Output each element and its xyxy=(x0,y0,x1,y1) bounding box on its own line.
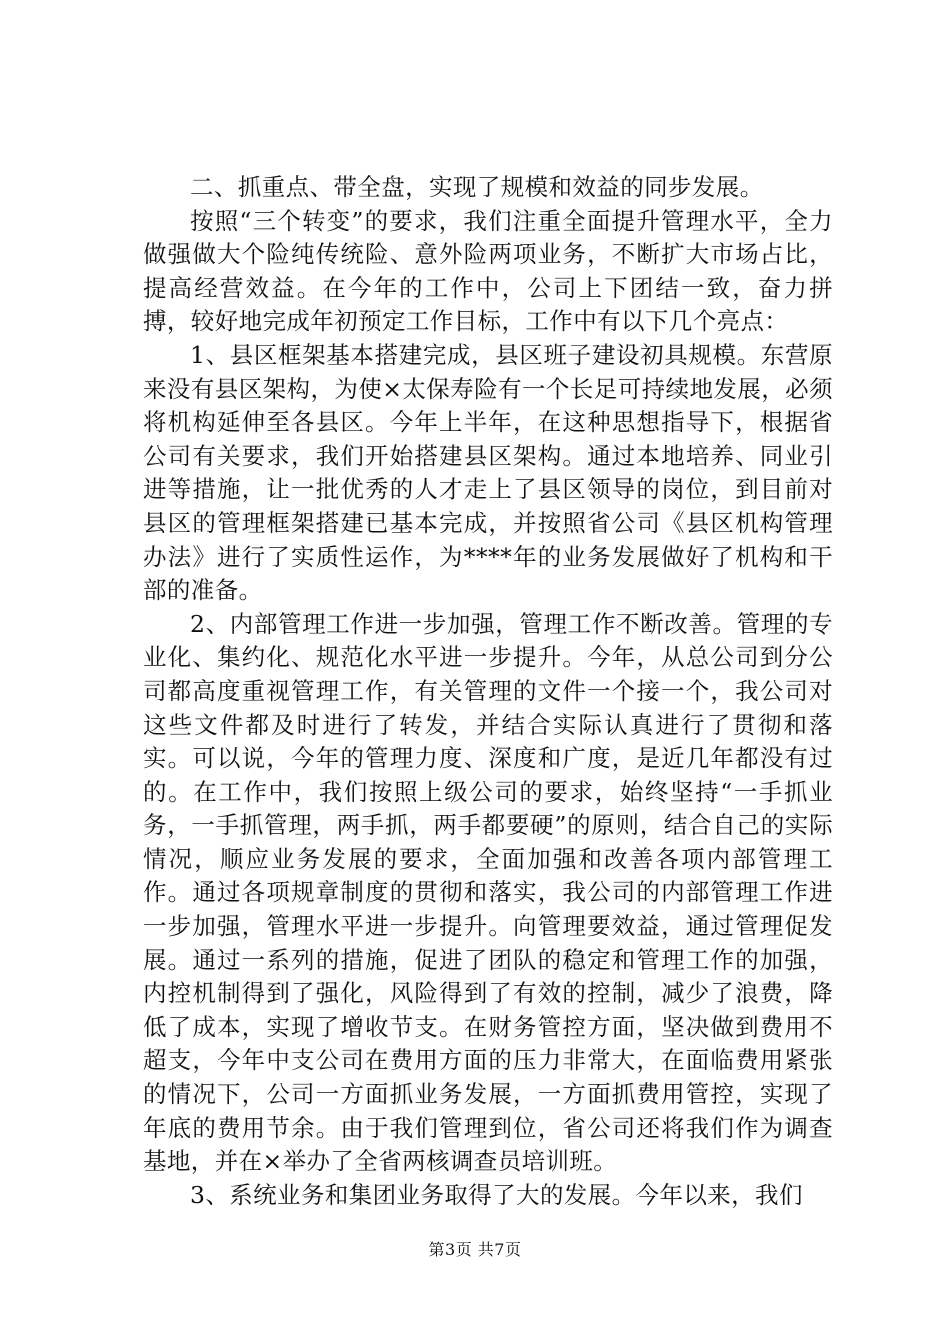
intro-paragraph: 按照“三个转变”的要求，我们注重全面提升管理水平，全力做强做大个险纯传统险、意外险两项业务，不断扩大市场占比，提高经营效益。在今年的工作中，公司上下团结一致，奋力拼搏，较好地完成年初预定工作目标，工作中有以下几个亮点： xyxy=(143,206,833,336)
section-heading-paragraph: 二、抓重点、带全盘，实现了规模和效益的同步发展。 xyxy=(190,173,764,201)
point-1-paragraph: 1、县区框架基本搭建完成，县区班子建设初具规模。东营原来没有县区架构，为使×太保寿险有一个长足可持续地发展，必须将机构延伸至各县区。今年上半年，在这种思想指导下，根据省公司有关要求，我们开始搭建县区架构。通过本地培养、同业引进等措施，让一批优秀的人才走上了县区领导的岗位，到目前对县区的管理框架搭建已基本完成，并按照省公司《县区机构管理办法》进行了实质性运作，为****年的业务发展做好了机构和干部的准备。 xyxy=(143,340,833,605)
point-2-paragraph: 2、内部管理工作进一步加强，管理工作不断改善。管理的专业化、集约化、规范化水平进一步提升。今年，从总公司到分公司都高度重视管理工作，有关管理的文件一个接一个，我公司对这些文件都及时进行了转发，并结合实际认真进行了贯彻和落实。可以说，今年的管理力度、深度和广度，是近几年都没有过的。在工作中，我们按照上级公司的要求，始终坚持“一手抓业务，一手抓管理，两手抓，两手都要硬”的原则，结合自己的实际情况，顺应业务发展的要求，全面加强和改善各项内部管理工作。通过各项规章制度的贯彻和落实，我公司的内部管理工作进一步加强，管理水平进一步提升。向管理要效益，通过管理促发展。通过一系列的措施，促进了团队的稳定和管理工作的加强，内控机制得到了强化，风险得到了有效的控制，减少了浪费，降低了成本，实现了增收节支。在财务管控方面，坚决做到费用不超支，今年中支公司在费用方面的压力非常大，在面临费用紧张的情况下，公司一方面抓业务发展，一方面抓费用管控，实现了年底的费用节余。由于我们管理到位，省公司还将我们作为调查基地，并在×举办了全省两核调查员培训班。 xyxy=(143,609,833,1176)
page-number-footer: 第3页 共7页 xyxy=(428,1240,522,1259)
document-body xyxy=(143,171,833,1212)
point-3-paragraph: 3、系统业务和集团业务取得了大的发展。今年以来，我们 xyxy=(190,1180,803,1209)
